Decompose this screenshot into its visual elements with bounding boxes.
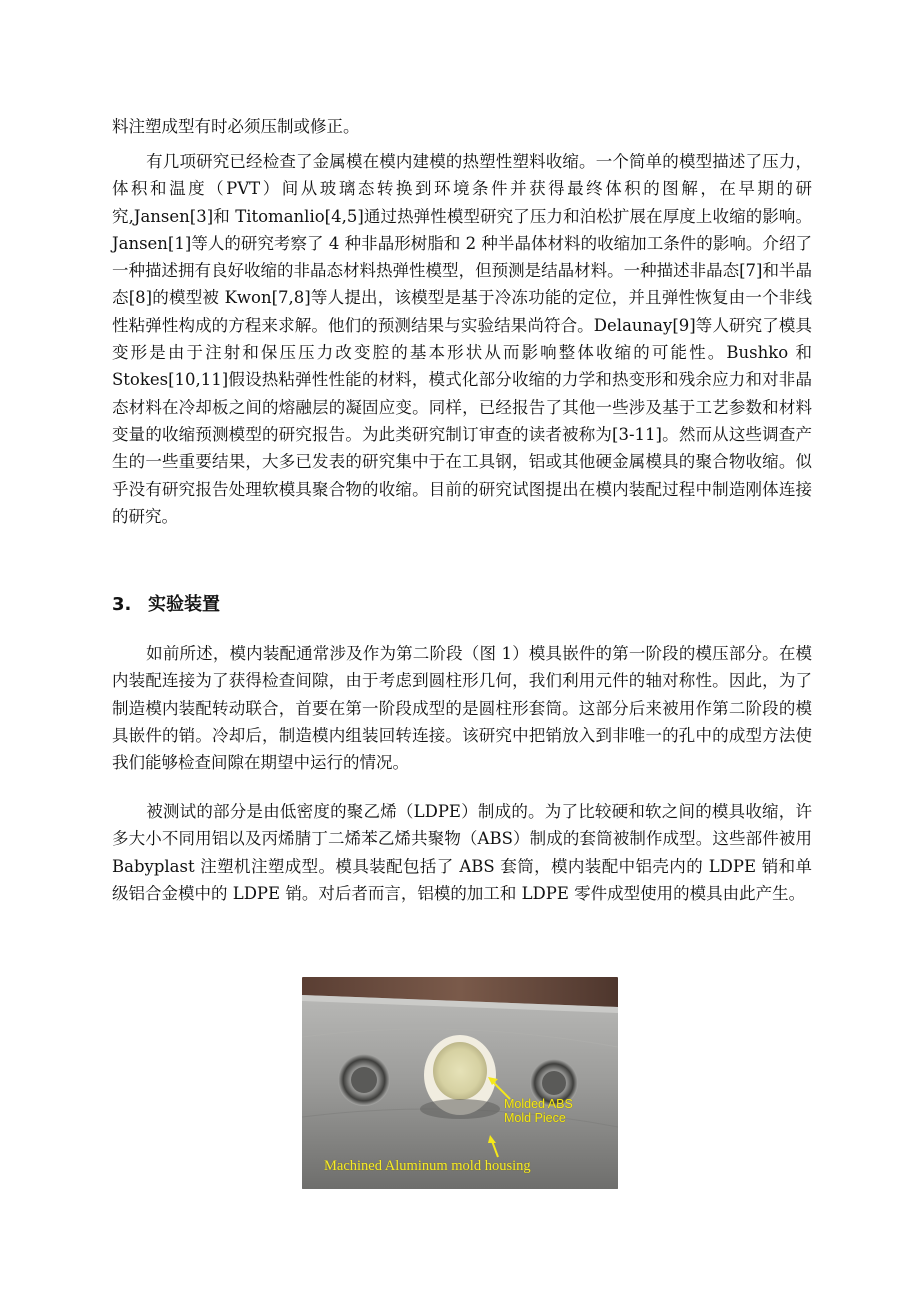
section-title: 实验装置 <box>148 594 220 615</box>
label-aluminum-housing: Machined Aluminum mold housing <box>324 1158 531 1174</box>
paragraph-text: 料注塑成型有时必须压制或修正。 <box>112 117 360 136</box>
paragraph-shrinkage-research <box>112 148 812 530</box>
right-hole-inner <box>542 1071 566 1095</box>
paragraph-in-mold-assembly <box>112 640 812 776</box>
sleeve-shadow <box>420 1099 500 1119</box>
section-heading <box>112 591 220 619</box>
abs-sleeve-inner <box>433 1042 487 1100</box>
paragraph-text: 被测试的部分是由低密度的聚乙烯（LDPE）制成的。为了比较硬和软之间的模具收缩，许多大小不同用铝以及丙烯腈丁二烯苯乙烯共聚物（ABS）制成的套筒被制作成型。这些部件被用 Babyplast 注塑机注塑成型。模具装配包括了 ABS 套筒，模内装配中铝壳内的 LDPE 销和单级铝合金模中的 LDPE 销。对后者而言，铝模的加工和 LDPE 零件成型使用的模具由此产生。 <box>112 802 812 903</box>
figure-mold-photo <box>302 977 618 1189</box>
left-hole-inner <box>351 1067 377 1093</box>
section-number: 3. <box>112 594 132 615</box>
paragraph-text: 有几项研究已经检查了金属模在模内建模的热塑性塑料收缩。一个简单的模型描述了压力，体积和温度（PVT）间从玻璃态转换到环境条件并获得最终体积的图解，在早期的研究,Jansen[3]和 Titomanlio[4,5]通过热弹性模型研究了压力和泊松扩展在厚度上收缩的影响。Jansen[1]等人的研究考察了 4 种非晶形树脂和 2 种半晶体材料的收缩加工条件的影响。介绍了一种描述拥有良好收缩的非晶态材料热弹性模型，但预测是结晶材料。一种描述非晶态[7]和半晶态[8]的模型被 Kwon[7,8]等人提出，该模型是基于冷冻功能的定位，并且弹性恢复由一个非线性粘弹性构成的方程来求解。他们的预测结果与实验结果尚符合。Delaunay[9]等人研究了模具变形是由于注射和保压压力改变腔的基本形状从而影响整体收缩的可能性。Bushko 和 Stokes[10,11]假设热粘弹性性能的材料，模式化部分收缩的力学和热变形和残余应力和对非晶态材料在冷却板之间的熔融层的凝固应变。同样，已经报告了其他一些涉及基于工艺参数和材料变量的收缩预测模型的研究报告。为此类研究制订审查的读者被称为[3-11]。然而从这些调查产生的一些重要结果，大多已发表的研究集中于在工具钢，铝或其他硬金属模具的聚合物收缩。似乎没有研究报告处理软模具聚合物的收缩。目前的研究试图提出在模内装配过程中制造刚体连接的研究。 <box>112 152 812 526</box>
paragraph-tested-parts <box>112 798 812 907</box>
label-molded-abs-piece: Molded ABS Mold Piece <box>504 1097 573 1125</box>
paragraph-continued <box>112 113 812 140</box>
paragraph-text: 如前所述，模内装配通常涉及作为第二阶段（图 1）模具嵌件的第一阶段的模压部分。在模内装配连接为了获得检查间隙，由于考虑到圆柱形几何，我们利用元件的轴对称性。因此，为了制造模内装配转动联合，首要在第一阶段成型的是圆柱形套筒。这部分后来被用作第二阶段的模具嵌件的销。冷却后，制造模内组装回转连接。该研究中把销放入到非唯一的孔中的成型方法使我们能够检查间隙在期望中运行的情况。 <box>112 644 812 773</box>
